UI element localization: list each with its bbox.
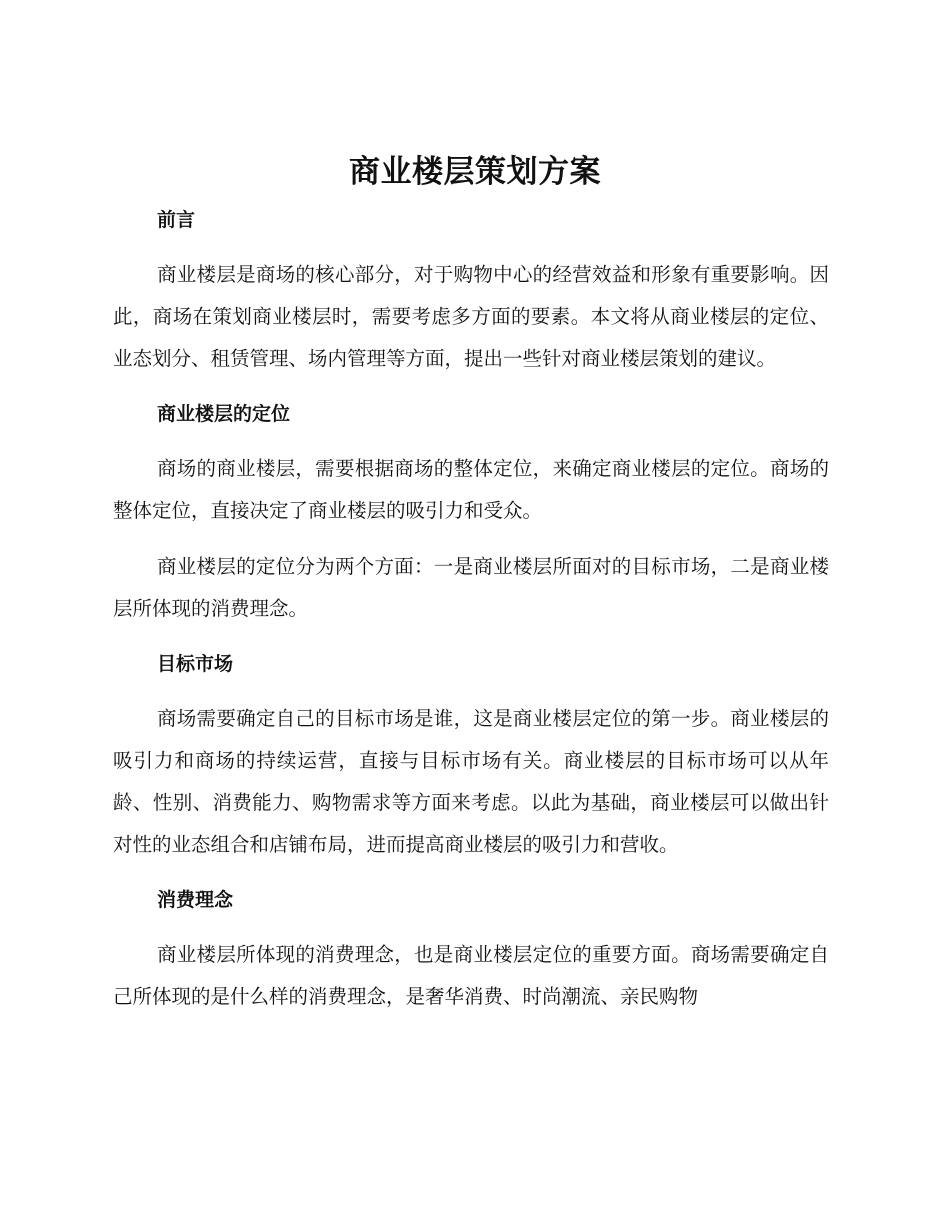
section-heading: 消费理念: [157, 889, 234, 911]
section-positioning: [113, 394, 829, 644]
section-heading: 商业楼层的定位: [157, 403, 291, 425]
paragraph: 商业楼层是商场的核心部分，对于购物中心的经营效益和形象有重要影响。因此，商场在策划商业楼层时，需要考虑多方面的要素。本文将从商业楼层的定位、业态划分、租赁管理、场内管理等方面，提出一些针对商业楼层策划的建议。: [113, 263, 829, 370]
section-heading: 前言: [157, 209, 196, 231]
section-heading: 目标市场: [157, 653, 234, 675]
section-consumption-concept: [113, 880, 829, 1018]
paragraph: 商场需要确定自己的目标市场是谁，这是商业楼层定位的第一步。商业楼层的吸引力和商场的持续运营，直接与目标市场有关。商业楼层的目标市场可以从年龄、性别、消费能力、购物需求等方面来考虑。以此为基础，商业楼层可以做出针对性的业态组合和店铺布局，进而提高商业楼层的吸引力和营收。: [113, 707, 829, 856]
section-preface: [113, 200, 829, 394]
document-title: 商业楼层策划方案: [349, 154, 601, 190]
paragraph: 商场的商业楼层，需要根据商场的整体定位，来确定商业楼层的定位。商场的整体定位，直接决定了商业楼层的吸引力和受众。: [113, 457, 829, 522]
section-target-market: [113, 644, 829, 880]
paragraph: 商业楼层所体现的消费理念，也是商业楼层定位的重要方面。商场需要确定自己所体现的是什么样的消费理念，是奢华消费、时尚潮流、亲民购物: [113, 943, 829, 1008]
document-body: [113, 200, 829, 1018]
paragraph: 商业楼层的定位分为两个方面：一是商业楼层所面对的目标市场，二是商业楼层所体现的消费理念。: [113, 555, 829, 620]
